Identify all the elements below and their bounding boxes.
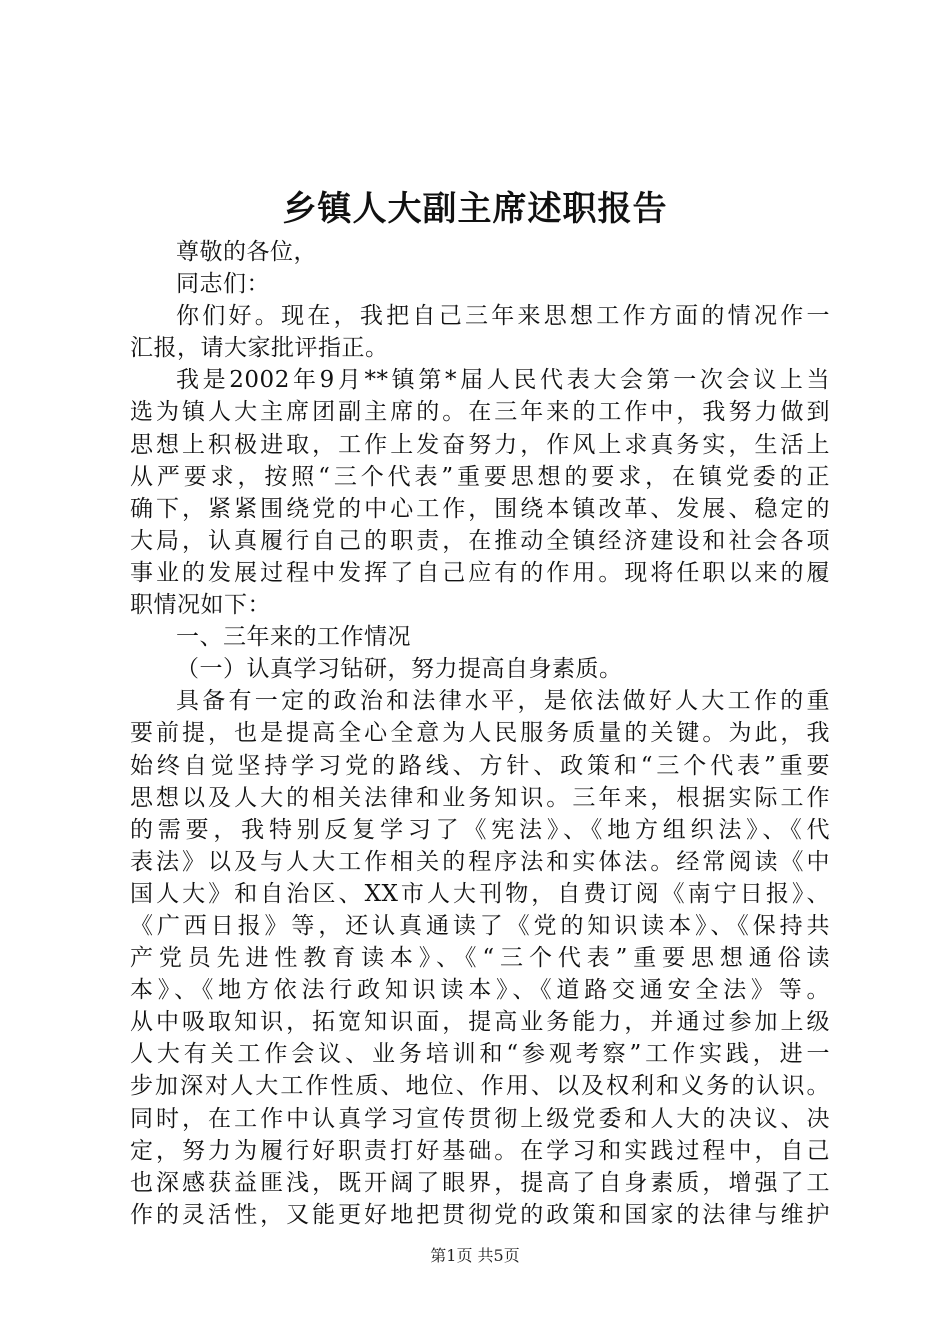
text-line: 思想以及人大的相关法律和业务知识。三年来，根据实际工作 [130,784,830,811]
text-line: 本》、《地方依法行政知识读本》、《道路交通安全法》等。 [130,977,830,1004]
text-line: 始终自觉坚持学习党的路线、方针、政策和“三个代表”重要 [130,752,830,779]
page-footer: 第1页 共5页 [430,1246,520,1265]
text-line: （一）认真学习钻研，努力提高自身素质。 [176,656,623,683]
text-line: 表法》以及与人大工作相关的程序法和实体法。经常阅读《中 [130,848,830,875]
text-line: 要前提，也是提高全心全意为人民服务质量的关键。为此，我 [130,720,830,747]
text-line: 人大有关工作会议、业务培训和“参观考察”工作实践，进一 [130,1041,830,1068]
text-line: 尊敬的各位， [176,239,317,265]
text-line: 产党员先进性教育读本》、《“三个代表”重要思想通俗读 [130,945,830,972]
text-line: 汇报，请大家批评指正。 [130,335,389,362]
text-line: 国人大》和自治区、XX市人大刊物，自费订阅《南宁日报》、 [130,880,830,907]
document-title: 乡镇人大副主席述职报告 [282,189,668,229]
text-line: 《广西日报》等，还认真通读了《党的知识读本》、《保持共 [130,912,830,939]
document-body [130,236,830,1231]
text-line: 事业的发展过程中发挥了自己应有的作用。现将任职以来的履 [130,559,830,586]
text-line: 步加深对人大工作性质、地位、作用、以及权利和义务的认识。 [130,1073,830,1100]
text-line: 从严要求，按照“三个代表”重要思想的要求，在镇党委的正 [130,463,830,490]
text-line: 定，努力为履行好职责打好基础。在学习和实践过程中，自己 [130,1137,830,1164]
text-line: 的需要，我特别反复学习了《宪法》、《地方组织法》、《代 [130,816,830,843]
text-line: 同志们： [176,271,270,298]
text-line: 大局，认真履行自己的职责，在推动全镇经济建设和社会各项 [130,527,830,554]
text-line: 确下，紧紧围绕党的中心工作，围绕本镇改革、发展、稳定的 [130,495,830,522]
text-line: 一、三年来的工作情况 [176,624,411,651]
text-line: 作的灵活性，又能更好地把贯彻党的政策和国家的法律与维护 [130,1201,830,1228]
text-line: 职情况如下： [130,592,271,619]
text-line: 同时，在工作中认真学习宣传贯彻上级党委和人大的决议、决 [130,1105,830,1132]
text-line: 思想上积极进取，工作上发奋努力，作风上求真务实，生活上 [130,431,830,458]
text-line: 具备有一定的政治和法律水平，是依法做好人大工作的重 [176,688,830,715]
text-line: 从中吸取知识，拓宽知识面，提高业务能力，并通过参加上级 [130,1009,830,1036]
text-line: 你们好。现在，我把自己三年来思想工作方面的情况作一 [176,303,830,330]
text-line: 也深感获益匪浅，既开阔了眼界，提高了自身素质，增强了工 [130,1169,830,1196]
text-line: 选为镇人大主席团副主席的。在三年来的工作中，我努力做到 [130,399,830,426]
text-line: 我是2002年9月**镇第*届人民代表大会第一次会议上当 [176,367,830,394]
